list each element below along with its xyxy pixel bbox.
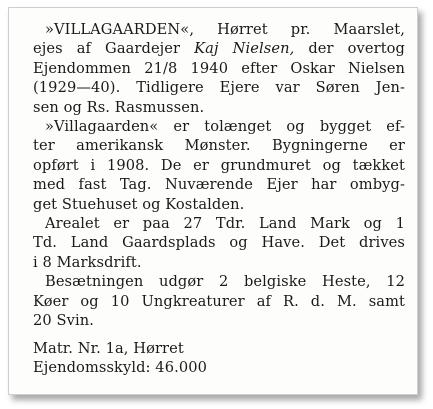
owner-name: Kaj Nielsen,	[194, 40, 295, 58]
text-line	[33, 39, 405, 58]
text-line: i 8 Marksdrift.	[33, 253, 142, 271]
text-line: Td. Land Gaardsplads og Have. Det drives	[33, 234, 405, 252]
text-line: opført i 1908. De er grundmuret og tækket	[33, 156, 405, 174]
text-line: Ejendommen 21/8 1940 efter Oskar Nielsen	[33, 59, 405, 77]
text-fragment: ejes af Gaardejer	[33, 40, 195, 58]
livestock-paragraph	[33, 272, 405, 330]
text-line: 20 Svin.	[33, 312, 94, 330]
cadastral-number: Matr. Nr. 1a, Hørret	[33, 339, 184, 357]
text-line: Arealet er paa 27 Tdr. Land Mark og 1	[45, 215, 405, 233]
spacer	[33, 331, 405, 339]
property-valuation: Ejendomsskyld: 46.000	[33, 358, 207, 376]
text-line: get Stuehuset og Kostalden.	[33, 195, 245, 213]
buildings-paragraph	[33, 117, 405, 214]
text-line: »Villagaarden« er tolænget og bygget ef-	[45, 118, 405, 136]
area-paragraph	[33, 214, 405, 272]
farm-entry	[33, 20, 405, 377]
ownership-paragraph	[33, 20, 405, 117]
text-line: Køer og 10 Ungkreaturer af R. d. M. samt	[33, 292, 405, 310]
text-line: Besætningen udgør 2 belgiske Heste, 12	[45, 273, 405, 291]
text-line: ter amerikansk Mønster. Bygningerne er	[33, 137, 405, 155]
text-line: (1929—40). Tidligere Ejere var Søren Jen-	[33, 79, 405, 97]
text-line: sen og Rs. Rasmussen.	[33, 98, 205, 116]
text-fragment: der overtog	[294, 40, 405, 58]
clipping-frame	[8, 7, 418, 395]
text-line: »VILLAGAARDEN«, Hørret pr. Maarslet,	[45, 21, 405, 38]
text-line: med fast Tag. Nuværende Ejer har ombyg-	[33, 176, 405, 194]
